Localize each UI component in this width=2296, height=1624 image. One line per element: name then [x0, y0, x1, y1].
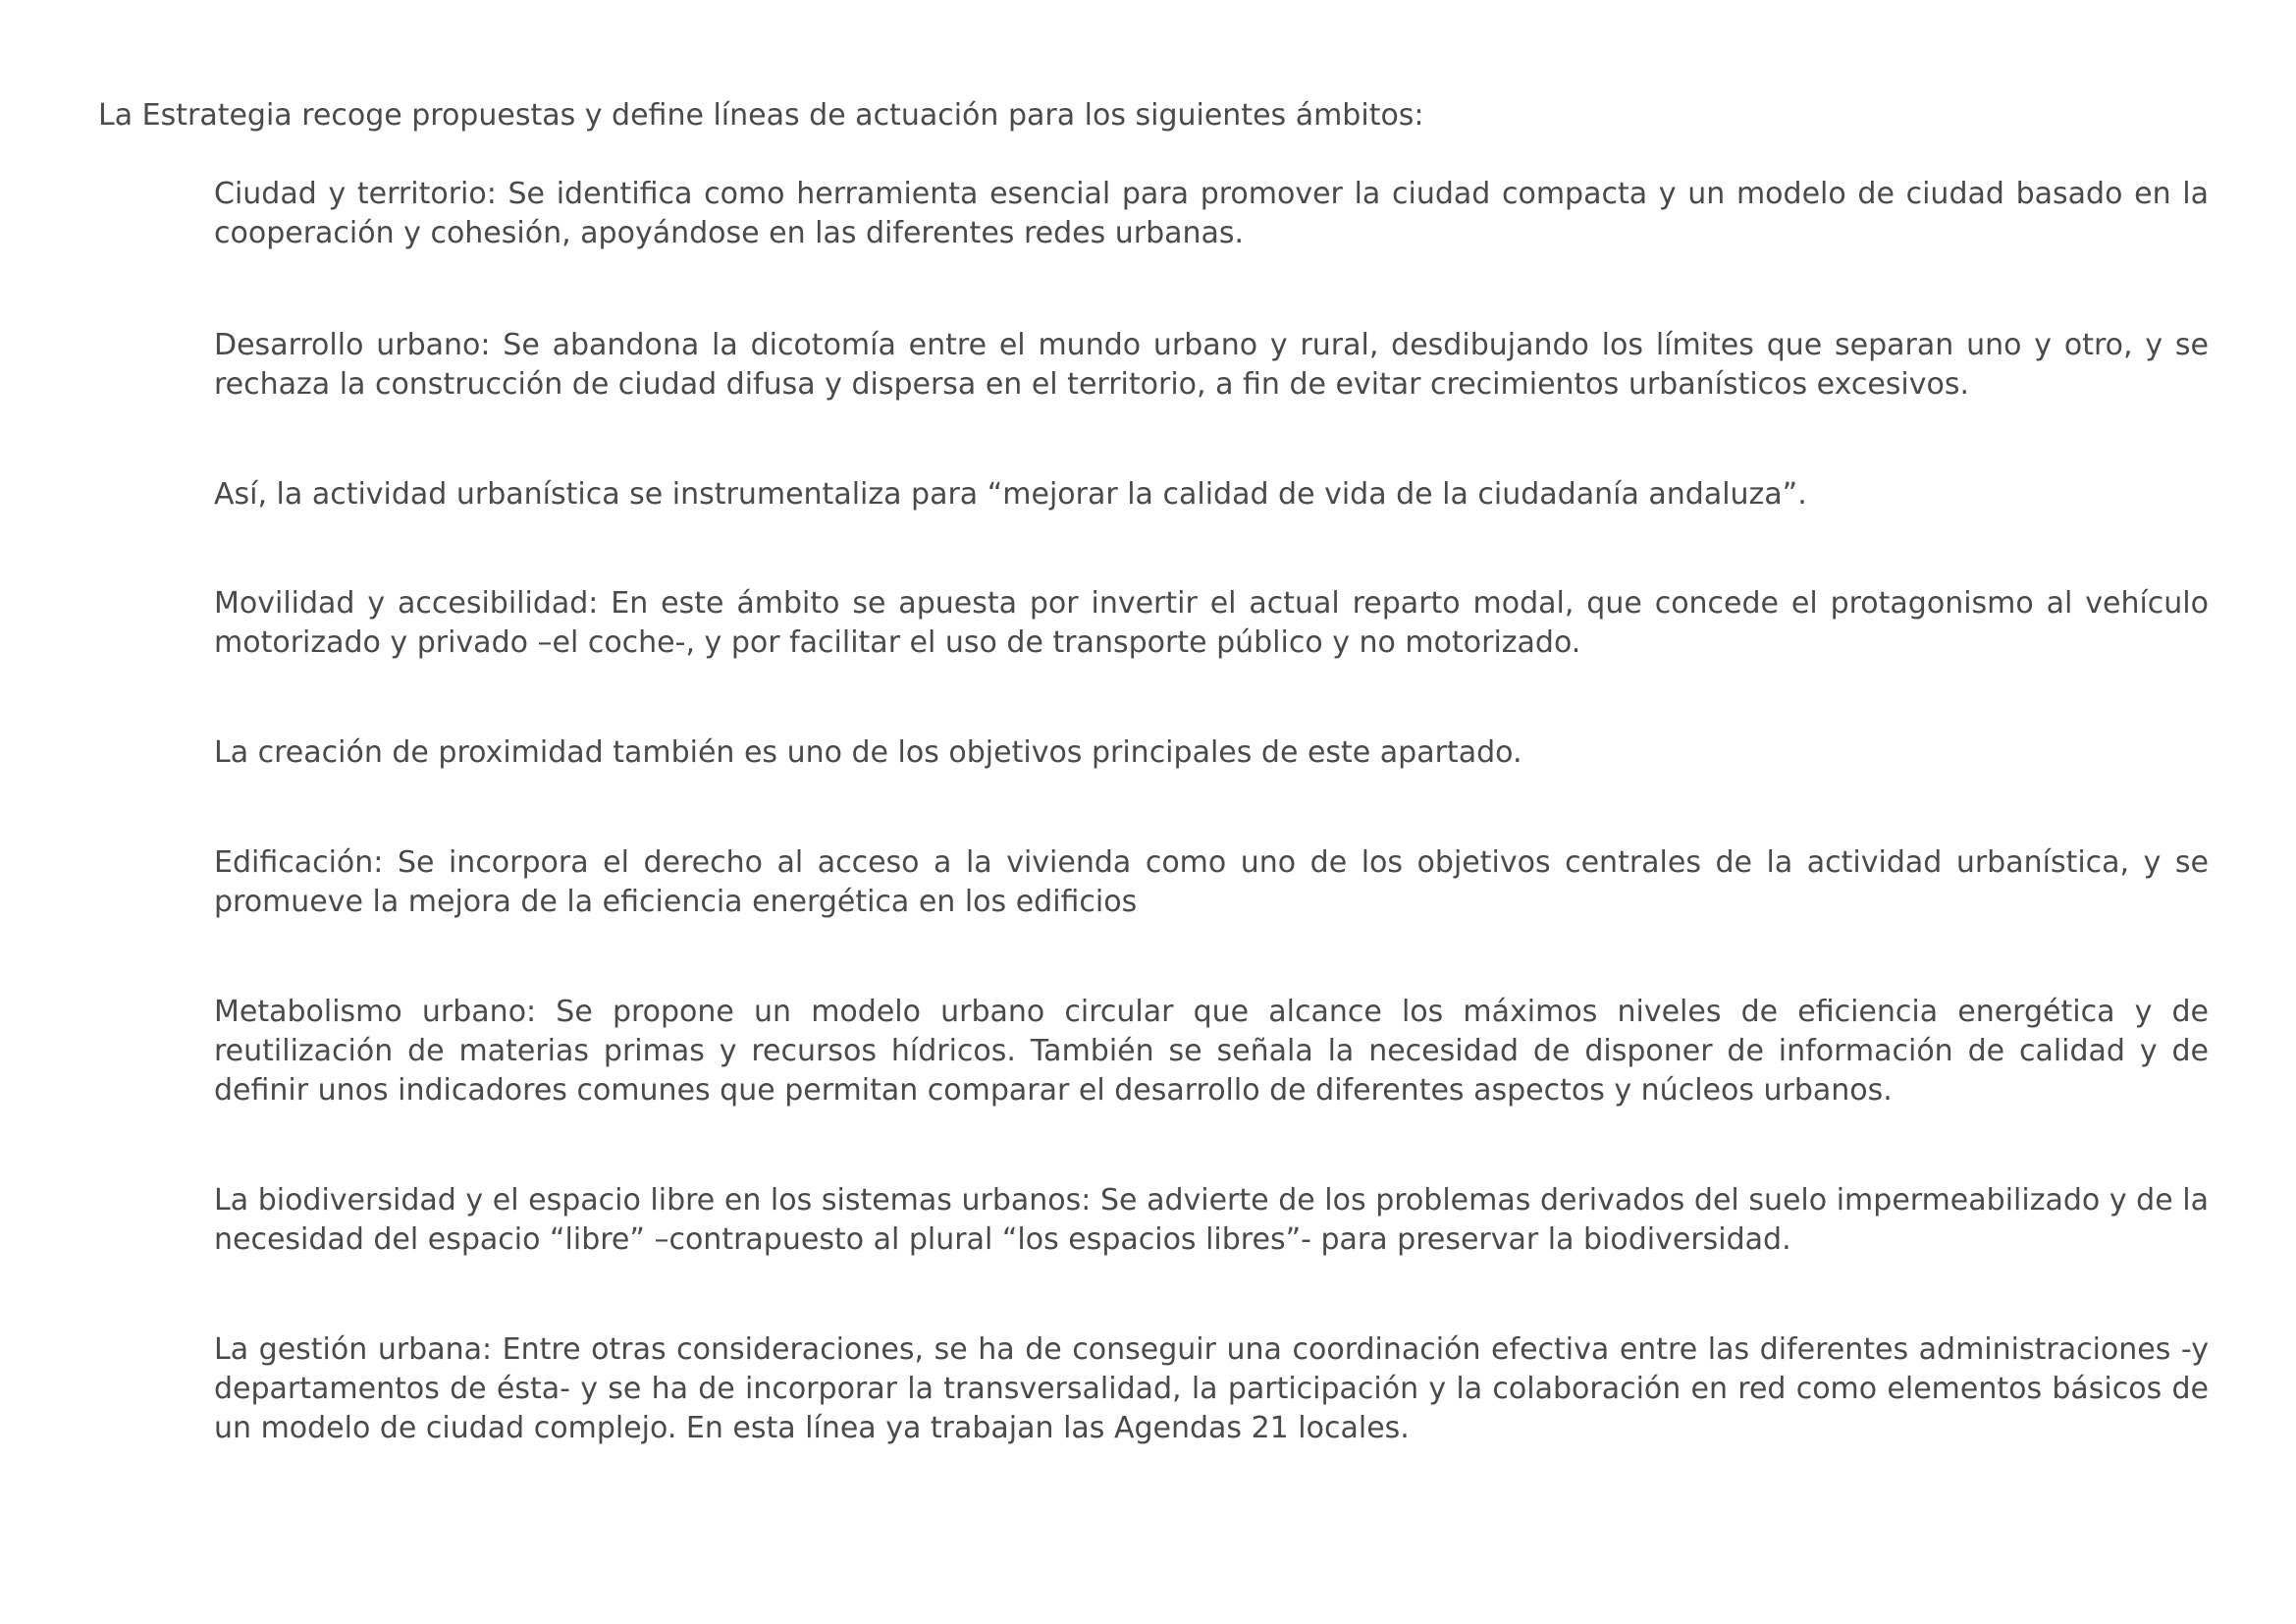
paragraph-proximidad: La creación de proximidad también es uno de los objetivos principales de este apartado. — [214, 735, 1522, 770]
intro-paragraph: La Estrategia recoge propuestas y define líneas de actuación para los siguientes ámbitos: — [98, 98, 1424, 133]
paragraph-movilidad-accesibilidad: Movilidad y accesibilidad: En este ámbito se apuesta por invertir el actual reparto modal, que concede el protagonismo al vehículo motorizado y privado –el coche-, y por facilitar el uso de transporte público y no motorizado. — [214, 586, 2209, 660]
paragraph-desarrollo-urbano: Desarrollo urbano: Se abandona la dicotomía entre el mundo urbano y rural, desdibujando los límites que separan uno y otro, y se rechaza la construcción de ciudad difusa y dispersa en el territorio, a fin de evitar crecimientos urbanísticos excesivos. — [214, 328, 2209, 402]
paragraph-gestion-urbana: La gestión urbana: Entre otras consideraciones, se ha de conseguir una coordinación efectiva entre las diferentes administraciones -y departamentos de ésta- y se ha de incorporar la transversalidad, la participación y la colaboración en red como elementos básicos de un modelo de ciudad complejo. En esta línea ya trabajan las Agendas 21 locales. — [214, 1332, 2209, 1445]
paragraph-biodiversidad: La biodiversidad y el espacio libre en los sistemas urbanos: Se advierte de los problemas derivados del suelo impermeabilizado y de la necesidad del espacio “libre” –contrapuesto al plural “los espacios libres”- para preservar la biodiversidad. — [214, 1183, 2209, 1257]
paragraph-edificacion: Edificación: Se incorpora el derecho al acceso a la vivienda como uno de los objetivos centrales de la actividad urbanística, y se promueve la mejora de la eficiencia energética en los edificios — [214, 845, 2209, 919]
paragraph-metabolismo-urbano: Metabolismo urbano: Se propone un modelo urbano circular que alcance los máximos niveles de eficiencia energética y de reutilización de materias primas y recursos hídricos. También se señala la necesidad de disponer de información de calidad y de definir unos indicadores comunes que permitan comparar el desarrollo de diferentes aspectos y núcleos urbanos. — [214, 995, 2209, 1108]
paragraph-ciudad-territorio: Ciudad y territorio: Se identifica como herramienta esencial para promover la ciudad compacta y un modelo de ciudad basado en la cooperación y cohesión, apoyándose en las diferentes redes urbanas. — [214, 177, 2209, 250]
paragraph-actividad-urbanistica: Así, la actividad urbanística se instrumentaliza para “mejorar la calidad de vida de la ciudadanía andaluza”. — [214, 477, 1807, 512]
